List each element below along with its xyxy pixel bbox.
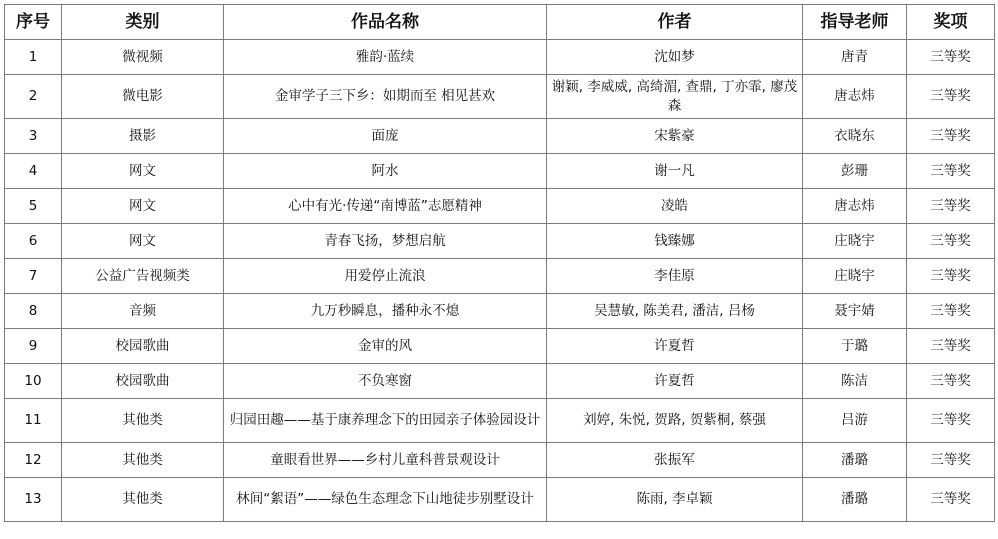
cell-title: 林间“絮语”——绿色生态理念下山地徒步别墅设计 <box>224 478 547 522</box>
cell-category: 校园歌曲 <box>62 364 224 399</box>
cell-advisor: 于璐 <box>803 329 907 364</box>
cell-author: 吴慧敏, 陈美君, 潘洁, 吕杨 <box>547 294 803 329</box>
table-row <box>5 119 995 154</box>
cell-advisor: 衣晓东 <box>803 119 907 154</box>
cell-category: 校园歌曲 <box>62 329 224 364</box>
cell-title: 阿水 <box>224 154 547 189</box>
cell-title: 面庞 <box>224 119 547 154</box>
cell-author: 李佳原 <box>547 259 803 294</box>
cell-category: 网文 <box>62 189 224 224</box>
table-row <box>5 40 995 75</box>
cell-advisor: 陈洁 <box>803 364 907 399</box>
table-row <box>5 154 995 189</box>
table-row <box>5 399 995 443</box>
cell-advisor: 潘璐 <box>803 478 907 522</box>
cell-no: 4 <box>5 154 62 189</box>
cell-title: 不负寒窗 <box>224 364 547 399</box>
cell-advisor: 唐青 <box>803 40 907 75</box>
cell-award: 三等奖 <box>907 294 995 329</box>
cell-author: 许夏哲 <box>547 329 803 364</box>
cell-author: 许夏哲 <box>547 364 803 399</box>
cell-title: 归园田趣——基于康养理念下的田园亲子体验园设计 <box>224 399 547 443</box>
cell-no: 12 <box>5 443 62 478</box>
table-body <box>5 40 995 522</box>
cell-no: 1 <box>5 40 62 75</box>
cell-award: 三等奖 <box>907 399 995 443</box>
table-row <box>5 364 995 399</box>
header-row <box>5 5 995 40</box>
cell-title: 用爱停止流浪 <box>224 259 547 294</box>
table-row <box>5 443 995 478</box>
cell-advisor: 唐志炜 <box>803 75 907 119</box>
cell-advisor: 彭珊 <box>803 154 907 189</box>
cell-category: 网文 <box>62 154 224 189</box>
cell-author: 凌皓 <box>547 189 803 224</box>
cell-no: 6 <box>5 224 62 259</box>
table-row <box>5 189 995 224</box>
header-no: 序号 <box>5 5 62 40</box>
cell-title: 心中有光·传递“南博蓝”志愿精神 <box>224 189 547 224</box>
cell-author: 谢颖, 李威威, 高绮湄, 查鼎, 丁亦霏, 廖茂森 <box>547 75 803 119</box>
cell-no: 8 <box>5 294 62 329</box>
header-advisor: 指导老师 <box>803 5 907 40</box>
cell-award: 三等奖 <box>907 154 995 189</box>
cell-award: 三等奖 <box>907 443 995 478</box>
cell-author: 沈如梦 <box>547 40 803 75</box>
cell-advisor: 潘璐 <box>803 443 907 478</box>
cell-author: 钱臻娜 <box>547 224 803 259</box>
table-row <box>5 259 995 294</box>
table-row <box>5 478 995 522</box>
cell-title: 金审的风 <box>224 329 547 364</box>
cell-author: 张振军 <box>547 443 803 478</box>
cell-author: 刘婷, 朱悦, 贺路, 贺紫桐, 蔡强 <box>547 399 803 443</box>
cell-advisor: 吕游 <box>803 399 907 443</box>
cell-no: 7 <box>5 259 62 294</box>
cell-category: 网文 <box>62 224 224 259</box>
cell-advisor: 庄晓宇 <box>803 259 907 294</box>
cell-award: 三等奖 <box>907 478 995 522</box>
cell-category: 微电影 <box>62 75 224 119</box>
cell-advisor: 唐志炜 <box>803 189 907 224</box>
cell-no: 3 <box>5 119 62 154</box>
cell-author: 陈雨, 李卓颖 <box>547 478 803 522</box>
cell-title: 童眼看世界——乡村儿童科普景观设计 <box>224 443 547 478</box>
cell-no: 2 <box>5 75 62 119</box>
cell-award: 三等奖 <box>907 40 995 75</box>
cell-title: 青春飞扬，梦想启航 <box>224 224 547 259</box>
cell-advisor: 庄晓宇 <box>803 224 907 259</box>
cell-no: 5 <box>5 189 62 224</box>
cell-no: 10 <box>5 364 62 399</box>
cell-award: 三等奖 <box>907 329 995 364</box>
cell-category: 摄影 <box>62 119 224 154</box>
cell-award: 三等奖 <box>907 75 995 119</box>
table-row <box>5 75 995 119</box>
table-header <box>5 5 995 40</box>
cell-award: 三等奖 <box>907 119 995 154</box>
header-author: 作者 <box>547 5 803 40</box>
cell-award: 三等奖 <box>907 364 995 399</box>
cell-category: 其他类 <box>62 399 224 443</box>
table-row <box>5 294 995 329</box>
cell-award: 三等奖 <box>907 189 995 224</box>
cell-no: 13 <box>5 478 62 522</box>
table-row <box>5 224 995 259</box>
cell-advisor: 聂宇婧 <box>803 294 907 329</box>
header-title: 作品名称 <box>224 5 547 40</box>
cell-category: 其他类 <box>62 478 224 522</box>
cell-category: 其他类 <box>62 443 224 478</box>
cell-title: 雅韵·蓝续 <box>224 40 547 75</box>
cell-award: 三等奖 <box>907 259 995 294</box>
table-row <box>5 329 995 364</box>
header-category: 类别 <box>62 5 224 40</box>
cell-category: 微视频 <box>62 40 224 75</box>
cell-no: 11 <box>5 399 62 443</box>
cell-category: 音频 <box>62 294 224 329</box>
cell-category: 公益广告视频类 <box>62 259 224 294</box>
awards-table <box>4 4 995 522</box>
cell-author: 谢一凡 <box>547 154 803 189</box>
cell-no: 9 <box>5 329 62 364</box>
cell-author: 宋紫豪 <box>547 119 803 154</box>
cell-award: 三等奖 <box>907 224 995 259</box>
header-award: 奖项 <box>907 5 995 40</box>
cell-title: 金审学子三下乡：如期而至 相见甚欢 <box>224 75 547 119</box>
cell-title: 九万秒瞬息，播种永不熄 <box>224 294 547 329</box>
